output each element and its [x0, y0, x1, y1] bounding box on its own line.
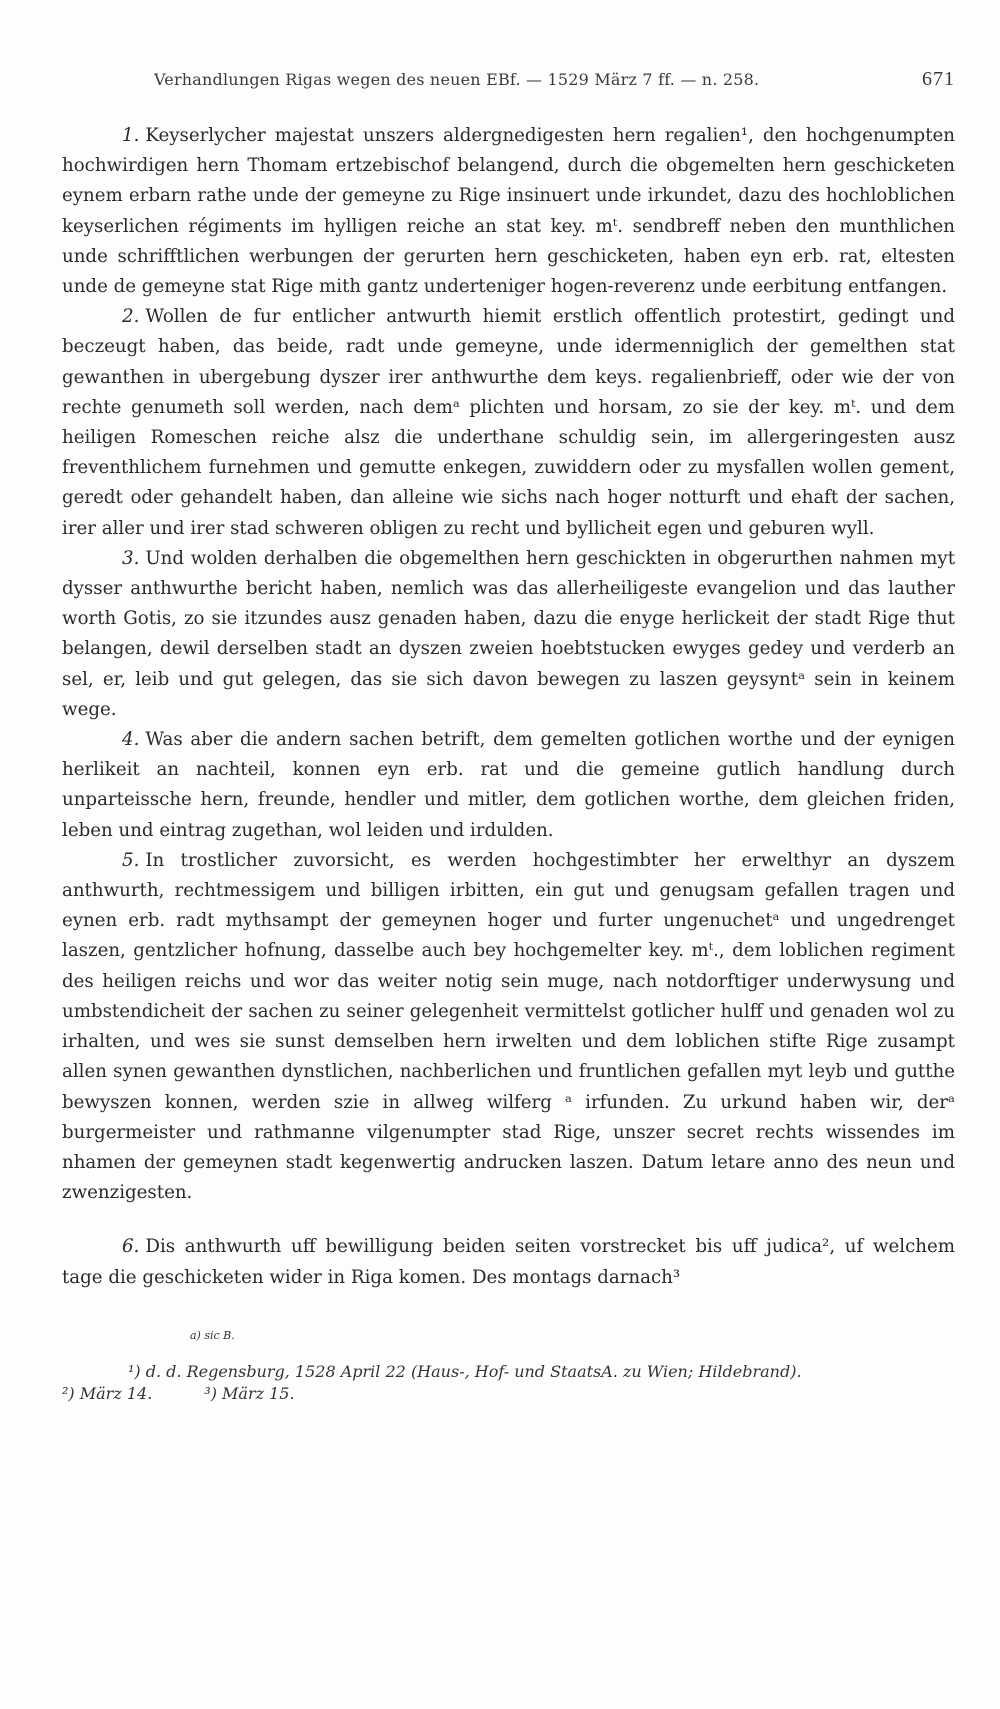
paragraph-text: Keyserlycher majestat unszers aldergnedigesten hern regalien¹, den hochgenumpten hochwirdigen hern Thomam ertzebischof belangend, durch die obgemelten hern geschicketen eynem erbarn rathe unde der gemeyne zu Rige insinuert unde irkundet, dazu des hochloblichen keyserlichen régiments im hylligen reiche an stat key. mᵗ. sendbreff neben den munthlichen unde schrifftlichen werbungen der gerurten hern geschicketen, haben eyn erb. rat, eltesten unde de gemeyne stat Rige mith gantz underteniger hogen-reverenz unde eerbitung entfangen.	[62, 125, 955, 298]
footnote-2-3	[62, 1383, 955, 1405]
footnote-1: ¹) d. d. Regensburg, 1528 April 22 (Haus-, Hof- und StaatsA. zu Wien; Hildebrand).	[128, 1361, 802, 1381]
document-body	[62, 121, 955, 1293]
paragraph-text: Dis anthwurth uff bewilligung beiden seiten vorstrecket bis uff judica², uf welchem tage die geschicketen wider in Riga komen. Des montags darnach³	[62, 1236, 955, 1288]
paragraph-1	[62, 121, 955, 302]
paragraph-6	[62, 1232, 955, 1292]
running-title: Verhandlungen Rigas wegen des neuen EBf. — 1529 März 7 ff. — n. 258.	[154, 70, 760, 89]
paragraph-3	[62, 544, 955, 725]
footnotes	[62, 1325, 955, 1405]
paragraph-4	[62, 725, 955, 846]
paragraph-number: 5.	[122, 849, 140, 871]
paragraph-text: Was aber die andern sachen betrift, dem gemelten gotlichen worthe und der eynigen herlikeit an nachteil, konnen eyn erb. rat und die gemeine gutlich handlung durch unparteissche hern, freunde, hendler und mitler, dem gotlichen worthe, dem gleichen friden, leben und eintrag zugethan, wol leiden und irdulden.	[62, 729, 955, 841]
running-header	[62, 68, 955, 91]
page-number: 671	[922, 68, 955, 90]
footnote-a: a) sic B.	[190, 1328, 235, 1342]
paragraph-text: In trostlicher zuvorsicht, es werden hochgestimbter her erwelthyr an dyszem anthwurth, rechtmessigem und billigen irbitten, ein gut und genugsam gefallen tragen und eynen erb. radt mythsampt der gemeynen hoger und furter ungenuchetᵃ und ungedrenget laszen, gentzlicher hofnung, dasselbe auch bey hochgemelter key. mᵗ., dem loblichen regiment des heiligen reichs und wor das weiter notig sein muge, nach notdorftiger underwysung und umbstendicheit der sachen zu seiner gelegenheit vermittelst gotlicher hulff und genaden wol zu irhalten, und wes sie sunst demselben hern irwelten und dem loblichen stifte Rige zusampt allen synen gewanthen dynstlichen, nachberlichen und fruntlichen gefallen myt leyb und gutthe bewyszen konnen, werden szie in allweg wilferg ᵃ irfunden. Zu urkund haben wir, derᵃ burgermeister und rathmanne vilgenumpter stad Rige, unszer secret rechts wissendes im nhamen der gemeynen stadt kegenwertig andrucken laszen. Datum letare anno des neun und zwenzigesten.	[62, 849, 955, 1204]
paragraph-number: 3.	[122, 547, 140, 569]
page	[62, 68, 955, 1405]
footnote-3: ³) März 15.	[204, 1383, 295, 1403]
paragraph-gap	[62, 1208, 955, 1232]
paragraph-number: 2.	[122, 306, 140, 328]
paragraph-text: Wollen de fur entlicher antwurth hiemit erstlich offentlich protestirt, gedingt und beczeugt haben, das beide, radt unde gemeyne, unde idermenniglich der gemelthen stat gewanthen in ubergebung dyszer irer anthwurthe dem keys. regalienbrieff, oder wie der von rechte genumeth soll werden, nach demᵃ plichten und horsam, zo sie der key. mᵗ. und dem heiligen Romeschen reiche alsz die underthane schuldig sein, im allergeringesten ausz freventhlichem furnehmen und gemutte enkegen, zuwiddern oder zu mysfallen wollen gement, geredt oder gehandelt haben, dan alleine wie sichs nach hoger notturft und ehaft der sachen, irer aller und irer stad schweren obligen zu recht und byllicheit egen und geburen wyll.	[62, 306, 955, 539]
footnote-2: ²) März 14.	[62, 1383, 153, 1403]
paragraph-2	[62, 302, 955, 544]
paragraph-number: 1.	[122, 125, 140, 146]
paragraph-5	[62, 846, 955, 1208]
paragraph-text: Und wolden derhalben die obgemelthen hern geschickten in obgerurthen nahmen myt dysser anthwurthe bericht haben, nemlich was das allerheiligeste evangelion und das lauther worth Gotis, zo sie itzundes ausz genaden haben, dazu die enyge herlickeit der stadt Rige thut belangen, dewil derselben stadt an dyszen zweien hoebtstucken ewyges gedey und verderb an sel, er, leib und gut gelegen, das sie sich davon bewegen zu laszen geysyntᵃ sein in keinem wege.	[62, 547, 955, 720]
paragraph-number: 4.	[122, 729, 140, 751]
paragraph-number: 6.	[122, 1236, 140, 1258]
